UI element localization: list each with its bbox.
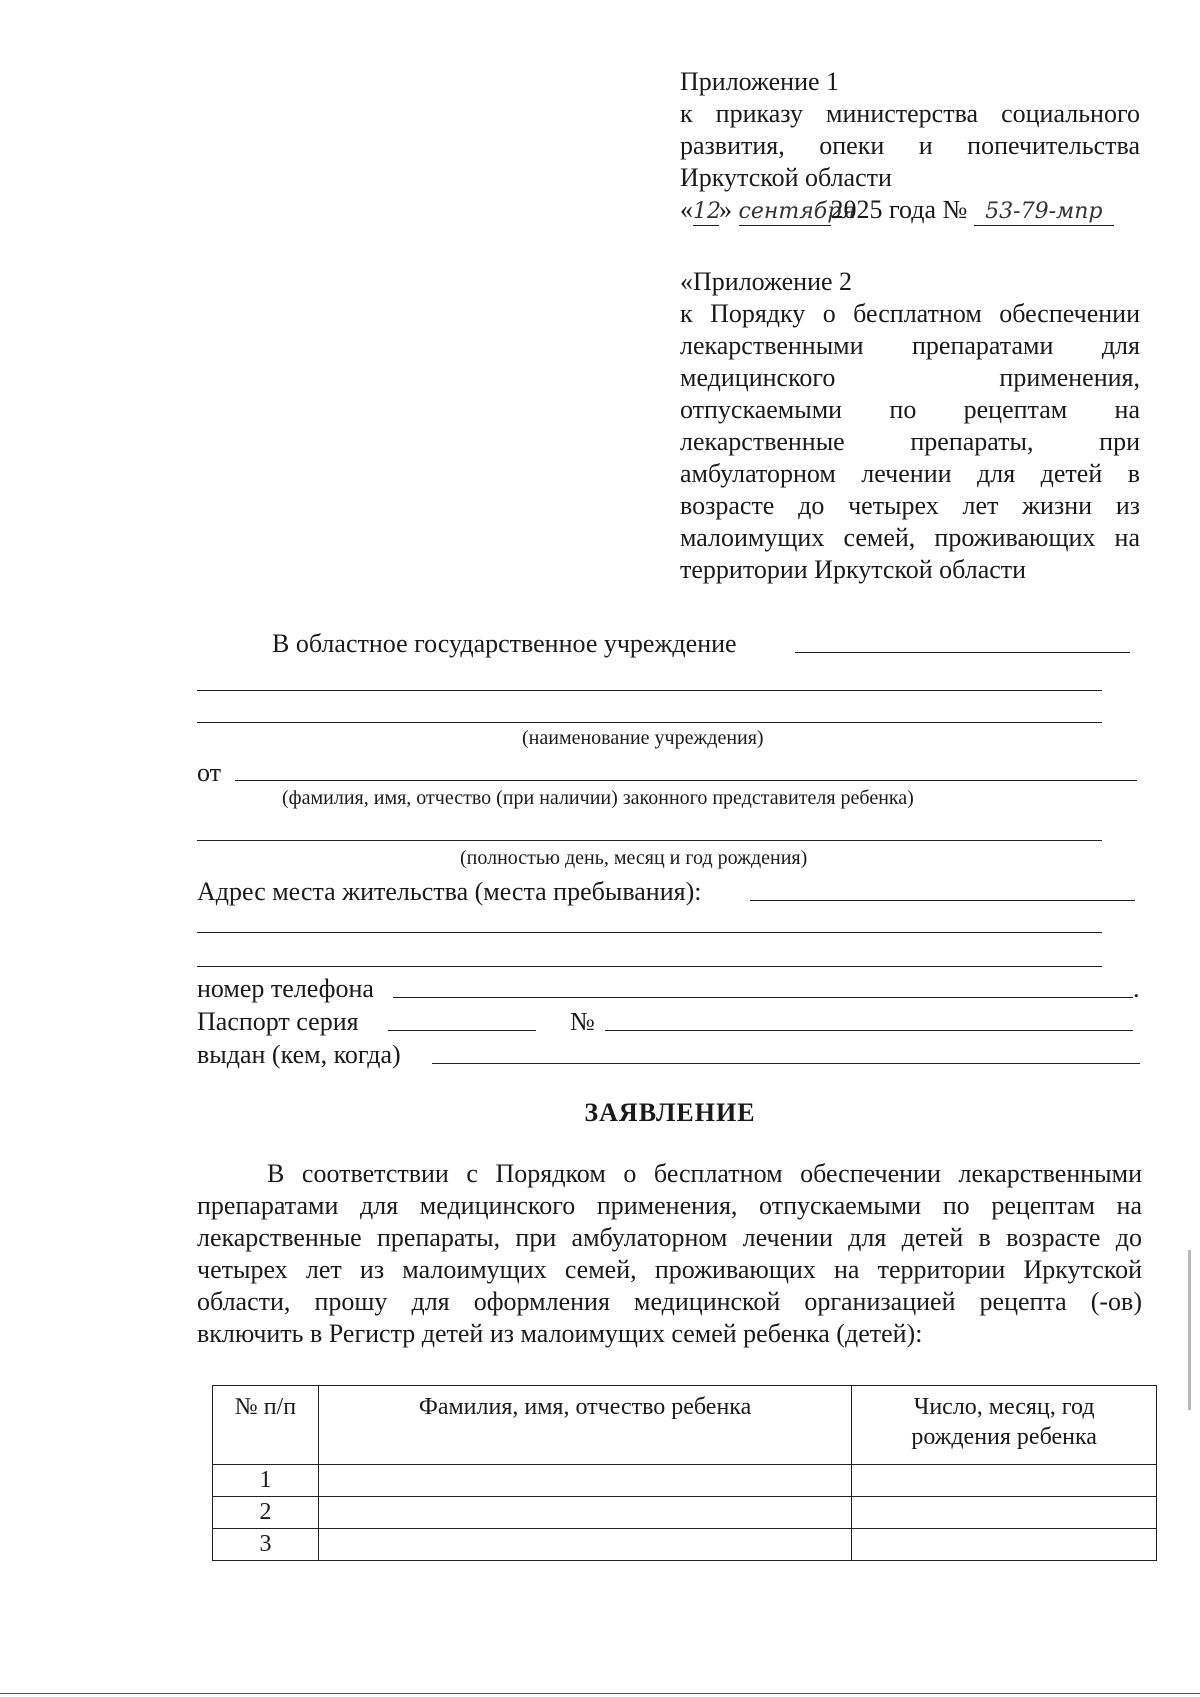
child-birth-cell[interactable] — [852, 1497, 1157, 1529]
statement-paragraph — [197, 1158, 1142, 1350]
date-year: 2025 года № — [830, 195, 968, 224]
procedure-line: возрасте до четырех лет жизни из — [680, 491, 1140, 520]
row-number: 2 — [213, 1497, 319, 1529]
child-name-cell[interactable] — [318, 1497, 851, 1529]
appendix-2-title: «Приложение 2 — [680, 267, 853, 296]
row-number: 3 — [213, 1529, 319, 1561]
date-month-handwritten: сентября — [738, 199, 856, 224]
child-name-cell[interactable] — [318, 1529, 851, 1561]
order-line-3: Иркутской области — [680, 163, 892, 192]
passport-number-label: № — [570, 1007, 595, 1036]
date-day-handwritten: 12 — [693, 199, 721, 224]
row-number: 1 — [213, 1465, 319, 1497]
statement-line: препаратами для медицинского применения, отпускаемыми по рецептам на — [197, 1191, 1142, 1220]
quote-open: « — [680, 195, 693, 224]
order-line-2: развития, опеки и попечительства — [680, 131, 1140, 160]
representative-caption: (фамилия, имя, отчество (при наличии) законного представителя ребенка) — [282, 787, 914, 809]
procedure-line: медицинского применения, — [680, 363, 1140, 392]
birth-caption: (полностью день, месяц и год рождения) — [460, 847, 808, 869]
address-label: Адрес места жительства (места пребывания): — [197, 877, 702, 906]
statement-line: В соответствии с Порядком о бесплатном обеспечении лекарственными — [267, 1159, 1142, 1188]
statement-line: четырех лет из малоимущих семей, проживающих на территории Иркутской — [197, 1255, 1142, 1284]
institution-field-line-3[interactable] — [197, 722, 1102, 723]
appendix-2-block — [680, 266, 1140, 586]
children-table — [212, 1385, 1157, 1561]
from-label: от — [197, 758, 222, 787]
procedure-line: малоимущих семей, проживающих на — [680, 523, 1140, 552]
issued-label: выдан (кем, когда) — [197, 1040, 401, 1069]
header-birth-date-line-1: Число, месяц, год — [913, 1394, 1095, 1420]
statement-title: ЗАЯВЛЕНИЕ — [584, 1098, 756, 1127]
institution-field-line[interactable] — [795, 652, 1130, 653]
appendix-1-title: Приложение 1 — [680, 67, 840, 96]
statement-line: включить в Регистр детей из малоимущих семей ребенка (детей): — [197, 1319, 923, 1348]
institution-label: В областное государственное учреждение — [272, 629, 737, 658]
birth-date-field-line[interactable] — [197, 840, 1102, 841]
procedure-line: лекарственные препараты, при — [680, 427, 1140, 456]
phone-label: номер телефона — [197, 974, 374, 1003]
header-birth-date-line-2: рождения ребенка — [911, 1424, 1097, 1450]
page-bottom-edge — [0, 1693, 1200, 1694]
header-number: № п/п — [213, 1386, 319, 1465]
phone-period: . — [1133, 974, 1140, 1003]
quote-close: » — [719, 195, 732, 224]
procedure-line: территории Иркутской области — [680, 555, 1027, 584]
order-number-handwritten: 53-79-мпр — [974, 199, 1114, 226]
order-line-1: к приказу министерства социального — [680, 99, 1140, 128]
passport-series-label: Паспорт серия — [197, 1007, 359, 1036]
procedure-line: амбулаторном лечении для детей в — [680, 459, 1140, 488]
table-header-row — [213, 1386, 1157, 1465]
statement-line: лекарственные препараты, при амбулаторном лечении для детей в возрасте до — [197, 1223, 1142, 1252]
phone-field-line[interactable] — [393, 997, 1133, 998]
address-field-line[interactable] — [750, 900, 1135, 901]
representative-field-line[interactable] — [235, 780, 1137, 781]
procedure-line: отпускаемыми по рецептам на — [680, 395, 1140, 424]
child-name-cell[interactable] — [318, 1465, 851, 1497]
issued-field-line[interactable] — [432, 1063, 1140, 1064]
passport-series-field-line[interactable] — [388, 1030, 536, 1031]
child-birth-cell[interactable] — [852, 1465, 1157, 1497]
child-birth-cell[interactable] — [852, 1529, 1157, 1561]
appendix-1-block — [680, 66, 1140, 226]
scan-edge-mark — [1188, 1250, 1191, 1410]
institution-field-line-2[interactable] — [197, 690, 1102, 691]
table-row — [213, 1529, 1157, 1561]
order-date-line — [680, 194, 1140, 226]
procedure-line: к Порядку о бесплатном обеспечении — [680, 299, 1140, 328]
procedure-line: лекарственными препаратами для — [680, 331, 1140, 360]
statement-line: области, прошу для оформления медицинской организацией рецепта (-ов) — [197, 1287, 1142, 1316]
header-birth-date — [852, 1386, 1157, 1465]
address-field-line-3[interactable] — [197, 966, 1102, 967]
table-row — [213, 1497, 1157, 1529]
institution-caption: (наименование учреждения) — [522, 727, 764, 749]
table-row — [213, 1465, 1157, 1497]
address-field-line-2[interactable] — [197, 932, 1102, 933]
passport-number-field-line[interactable] — [605, 1030, 1133, 1031]
header-child-name: Фамилия, имя, отчество ребенка — [318, 1386, 851, 1465]
